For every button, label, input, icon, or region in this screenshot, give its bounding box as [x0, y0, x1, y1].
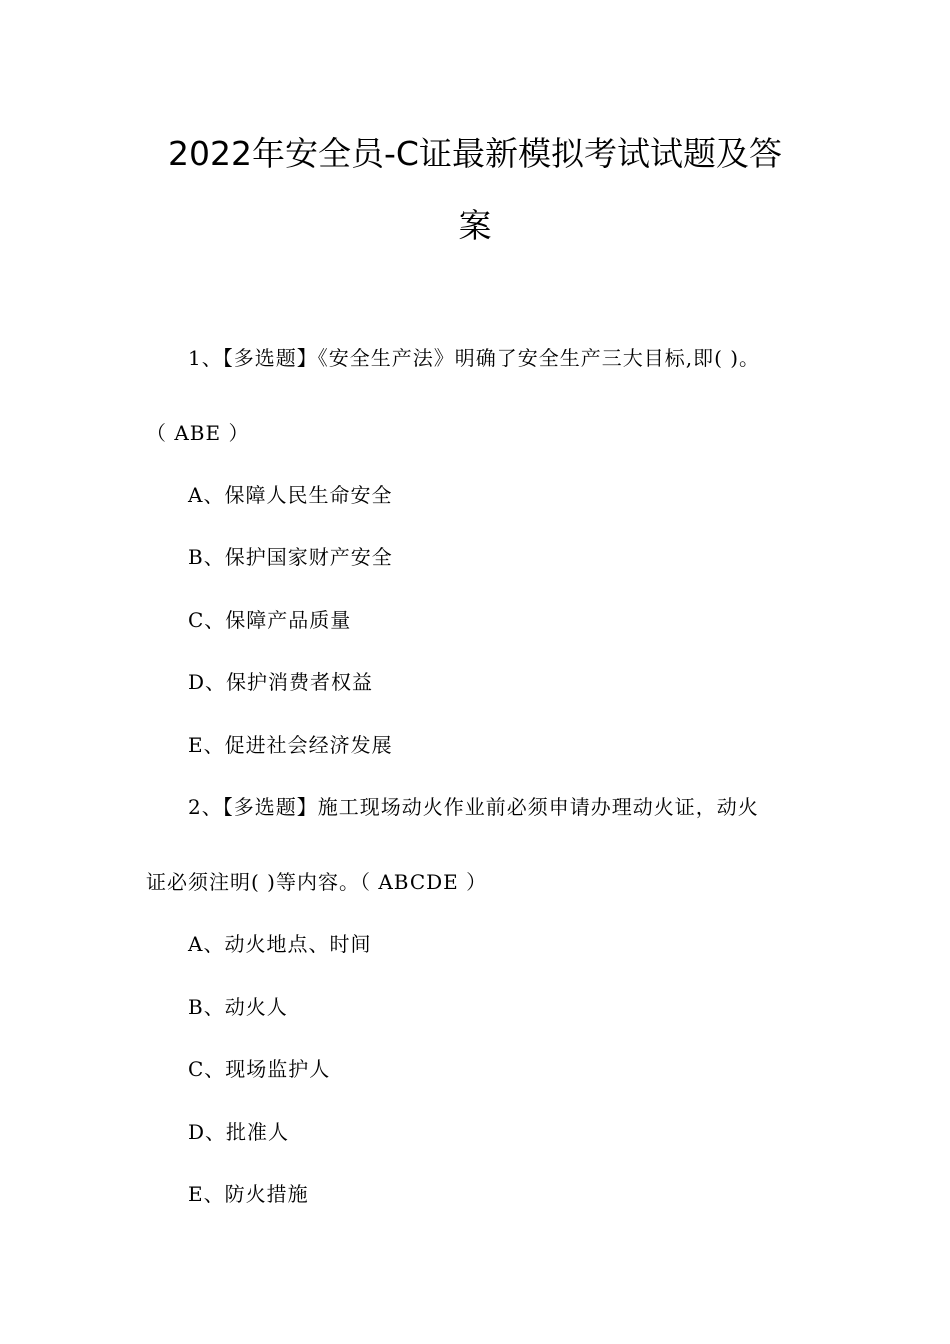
document-title-line-2: 案 [458, 206, 492, 245]
question-1-option-e: E、促进社会经济发展 [188, 733, 393, 757]
question-2-option-c: C、现场监护人 [188, 1057, 331, 1081]
question-2-option-a: A、动火地点、时间 [188, 932, 372, 956]
question-2-text: 2、【多选题】施工现场动火作业前必须申请办理动火证，动火 [188, 795, 759, 819]
question-1-option-c: C、保障产品质量 [188, 608, 352, 632]
question-1-text: 1、【多选题】《安全生产法》明确了安全生产三大目标,即( )。 [188, 346, 761, 370]
question-1-option-d: D、保护消费者权益 [188, 670, 374, 694]
question-2-option-e: E、防火措施 [188, 1182, 309, 1206]
question-2-option-b: B、动火人 [188, 995, 288, 1019]
question-1-option-b: B、保护国家财产安全 [188, 545, 393, 569]
question-2-option-d: D、批准人 [188, 1120, 290, 1144]
question-2-text-continued: 证必须注明( )等内容。（ ABCDE ） [146, 870, 488, 894]
document-title-line-1: 2022年安全员-C证最新模拟考试试题及答 [168, 134, 782, 173]
question-1-answer: （ ABE ） [146, 421, 250, 445]
question-1-option-a: A、保障人民生命安全 [188, 483, 393, 507]
